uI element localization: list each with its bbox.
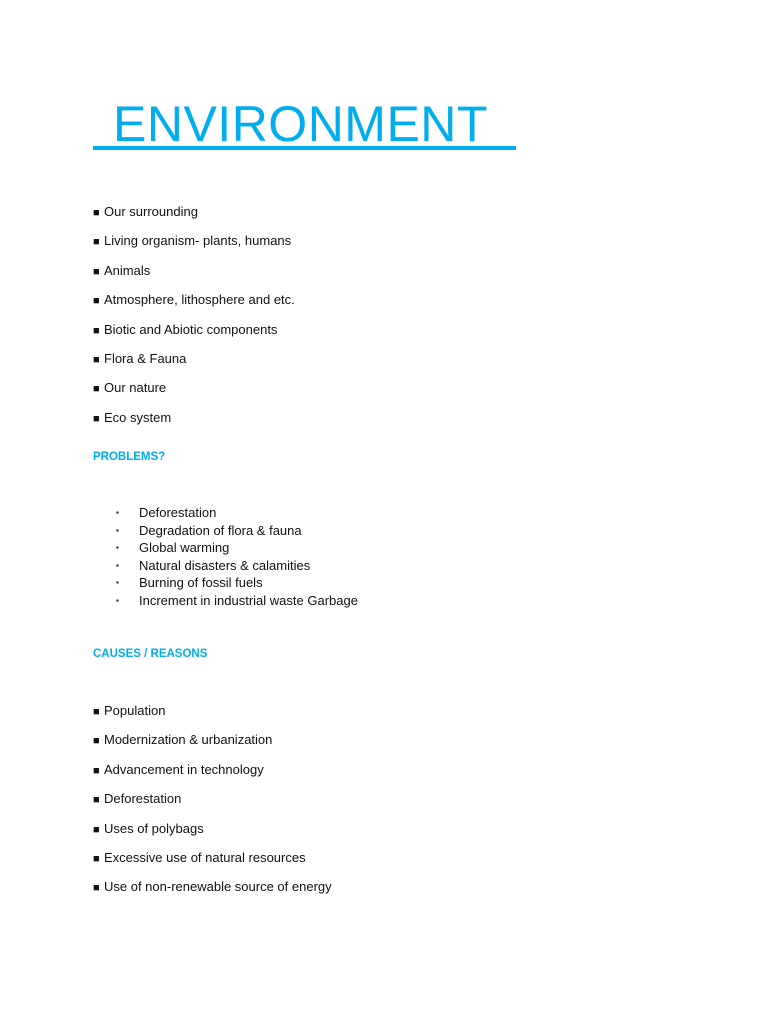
list-item-text: Population (104, 703, 166, 718)
definition-list (93, 198, 295, 433)
problems-heading: PROBLEMS? (93, 451, 166, 463)
small-square-bullet-icon: ▪ (116, 578, 119, 588)
square-bullet-icon: ■ (93, 295, 100, 308)
document-title (93, 94, 516, 150)
list-item (93, 756, 332, 785)
list-item-text: Natural disasters & calamities (139, 557, 311, 573)
list-item (93, 345, 295, 374)
list-item-text: Our nature (104, 380, 167, 396)
list-item (93, 286, 295, 315)
small-square-bullet-icon: ▪ (116, 595, 119, 605)
causes-heading: CAUSES / REASONS (93, 648, 208, 660)
small-square-bullet-icon: ▪ (116, 560, 119, 570)
list-item (93, 873, 332, 902)
list-item-text: Deforestation (139, 505, 217, 520)
square-bullet-icon: ■ (93, 882, 100, 895)
square-bullet-icon: ■ (93, 794, 100, 807)
list-item (116, 557, 358, 575)
list-item (93, 316, 295, 345)
list-item (93, 726, 332, 755)
list-item-text: Increment in industrial waste Garbage (139, 592, 358, 608)
list-item-text: Deforestation (104, 791, 182, 807)
list-item (93, 198, 295, 227)
square-bullet-icon: ■ (93, 706, 100, 718)
square-bullet-icon: ■ (93, 207, 100, 219)
square-bullet-icon: ■ (93, 324, 100, 337)
list-item (116, 504, 358, 522)
square-bullet-icon: ■ (93, 853, 100, 866)
list-item (116, 574, 358, 592)
list-item (93, 785, 332, 814)
list-item-text: Degradation of flora & fauna (139, 522, 302, 538)
list-item-text: Uses of polybags (104, 820, 204, 836)
problems-list (116, 504, 358, 610)
list-item (93, 697, 332, 726)
list-item-text: Modernization & urbanization (104, 732, 273, 748)
list-item-text: Eco system (104, 409, 172, 425)
square-bullet-icon: ■ (93, 383, 100, 396)
list-item-text: Advancement in technology (104, 761, 264, 777)
square-bullet-icon: ■ (93, 764, 100, 777)
small-square-bullet-icon: ▪ (116, 508, 119, 517)
list-item-text: Flora & Fauna (104, 351, 187, 367)
list-item-text: Living organism- plants, humans (104, 233, 292, 249)
square-bullet-icon: ■ (93, 823, 100, 836)
list-item (93, 257, 295, 286)
square-bullet-icon: ■ (93, 412, 100, 425)
list-item (93, 227, 295, 256)
causes-list (93, 697, 332, 903)
list-item (116, 522, 358, 540)
list-item-text: Global warming (139, 540, 230, 556)
list-item-text: Atmosphere, lithosphere and etc. (104, 292, 295, 308)
document-title-text: ENVIRONMENT (113, 96, 488, 152)
list-item-text: Excessive use of natural resources (104, 850, 306, 866)
list-item-text: Biotic and Abiotic components (104, 321, 278, 337)
list-item-text: Use of non-renewable source of energy (104, 879, 332, 895)
square-bullet-icon: ■ (93, 735, 100, 748)
square-bullet-icon: ■ (93, 354, 100, 367)
list-item (93, 404, 295, 433)
square-bullet-icon: ■ (93, 236, 100, 249)
list-item (93, 844, 332, 873)
list-item-text: Our surrounding (104, 204, 198, 219)
list-item-text: Animals (104, 262, 151, 278)
list-item (116, 592, 358, 610)
list-item (93, 815, 332, 844)
list-item (116, 539, 358, 557)
small-square-bullet-icon: ▪ (116, 543, 119, 553)
small-square-bullet-icon: ▪ (116, 525, 119, 535)
list-item-text: Burning of fossil fuels (139, 575, 263, 591)
list-item (93, 374, 295, 403)
square-bullet-icon: ■ (93, 265, 100, 278)
